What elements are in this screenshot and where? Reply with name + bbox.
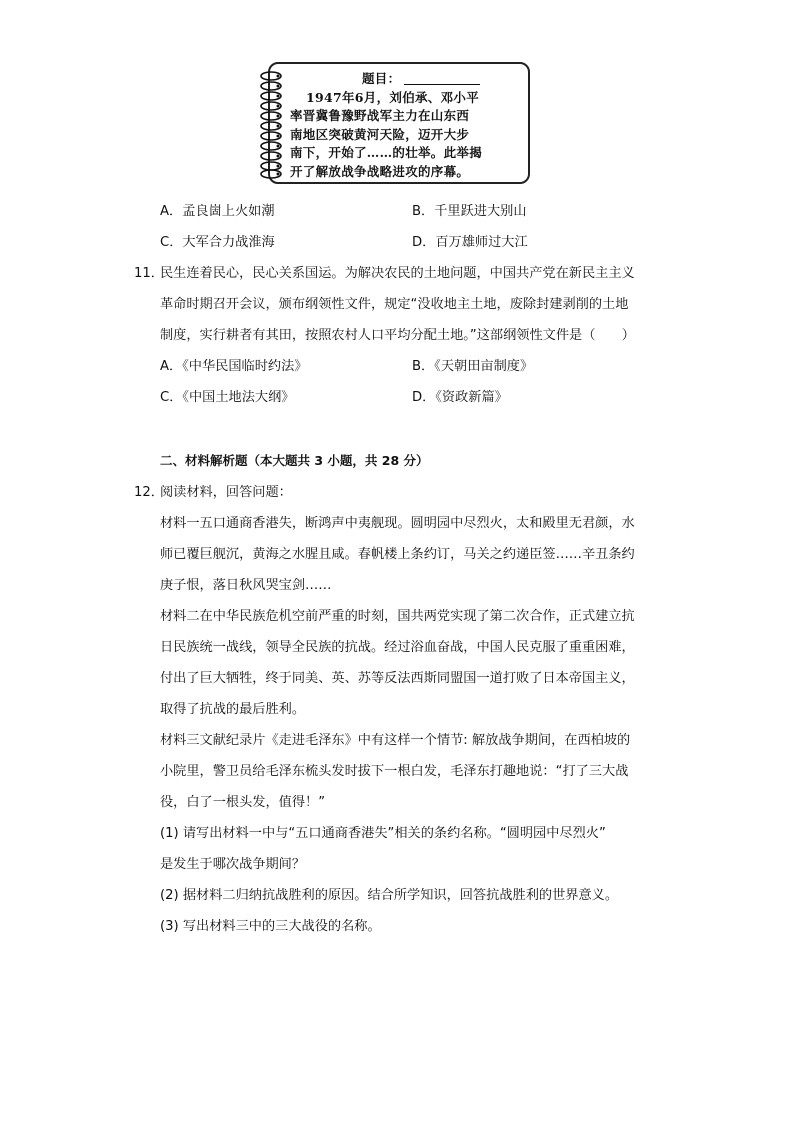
q11-stem-line: 民生连着民心，民心关系国运。为解决农民的土地问题，中国共产党在新民主主义 <box>160 266 635 281</box>
material2-line: 付出了巨大牺牲，终于同美、英、苏等反法西斯同盟国一道打败了日本帝国主义， <box>160 671 635 686</box>
spiral-binding-icon <box>258 70 284 180</box>
q11-option-c: C．《中国土地法大纲》 <box>160 390 295 405</box>
notebook-line: 率晋冀鲁豫野战军主力在山东西 <box>290 108 470 123</box>
title-blank <box>404 72 480 85</box>
q11-stem-line: 革命时期召开会议，颁布纲领性文件，规定“没收地主土地，废除封建剥削的土地 <box>160 297 629 312</box>
sub-question-1: (1) 请写出材料一中与“五口通商香港失”相关的条约名称。“圆明园中尽烈火” <box>160 826 606 841</box>
sub-question-3: (3) 写出材料三中的三大战役的名称。 <box>160 919 381 934</box>
q11-option-b: B．《天朝田亩制度》 <box>412 359 534 374</box>
q12-number: 12． <box>134 485 164 500</box>
q12-intro: 阅读材料，回答问题： <box>160 485 292 500</box>
notebook-line: 开了解放战争战略进攻的序幕。 <box>290 163 470 179</box>
material1-line: 庚子恨，落日秋风哭宝剑…… <box>160 578 332 593</box>
notebook-figure <box>268 62 530 184</box>
q11-option-d: D．《资政新篇》 <box>412 390 508 405</box>
notebook-text <box>290 70 526 181</box>
material2-line: 材料二在中华民族危机空前严重的时刻，国共两党实现了第二次合作，正式建立抗 <box>160 609 635 624</box>
q10-option-a: A．孟良崮上火如潮 <box>160 204 275 219</box>
section-heading: 二、材料解析题（本大题共 3 小题，共 28 分） <box>160 453 429 468</box>
notebook-title-label: 题目： <box>362 71 401 86</box>
sub-question-1-cont: 是发生于哪次战争期间？ <box>160 857 306 872</box>
material3-line: 役，白了一根头发，值得！” <box>160 795 326 810</box>
material1-line: 师已覆巨舰沉，黄海之水腥且咸。春帆楼上条约订，马关之约递臣签……辛丑条约 <box>160 547 635 562</box>
q11-option-a: A．《中华民国临时约法》 <box>160 359 308 374</box>
sub-question-2: (2) 据材料二归纳抗战胜利的原因。结合所学知识，回答抗战胜利的世界意义。 <box>160 888 619 903</box>
notebook-title-line <box>290 70 526 89</box>
material2-line: 日民族统一战线，领导全民族的抗战。经过浴血奋战，中国人民克服了重重困难， <box>160 640 635 655</box>
q10-option-d: D．百万雄师过大江 <box>412 235 528 250</box>
material3-line: 小院里，警卫员给毛泽东梳头发时拔下一根白发，毛泽东打趣地说：“打了三大战 <box>160 764 629 779</box>
notebook-line: 1947年6月，刘伯承、邓小平 <box>306 89 479 105</box>
q10-option-b: B．千里跃进大别山 <box>412 204 527 219</box>
q11-stem-line: 制度，实行耕者有其田，按照农村人口平均分配土地。”这部纲领性文件是（ ） <box>160 328 635 343</box>
material2-line: 取得了抗战的最后胜利。 <box>160 702 306 717</box>
notebook-line: 南地区突破黄河天险，迈开大步 <box>290 126 470 142</box>
notebook-line: 南下，开始了……的壮举。此举揭 <box>290 145 483 160</box>
material3-line: 材料三文献纪录片《走进毛泽东》中有这样一个情节: 解放战争期间，在西柏坡的 <box>160 733 631 748</box>
q10-option-c: C．大军合力战淮海 <box>160 235 275 250</box>
material1-line: 材料一五口通商香港失，断鸿声中夷舰现。圆明园中尽烈火，太和殿里无君颜，水 <box>160 516 635 531</box>
q11-number: 11． <box>134 266 164 281</box>
